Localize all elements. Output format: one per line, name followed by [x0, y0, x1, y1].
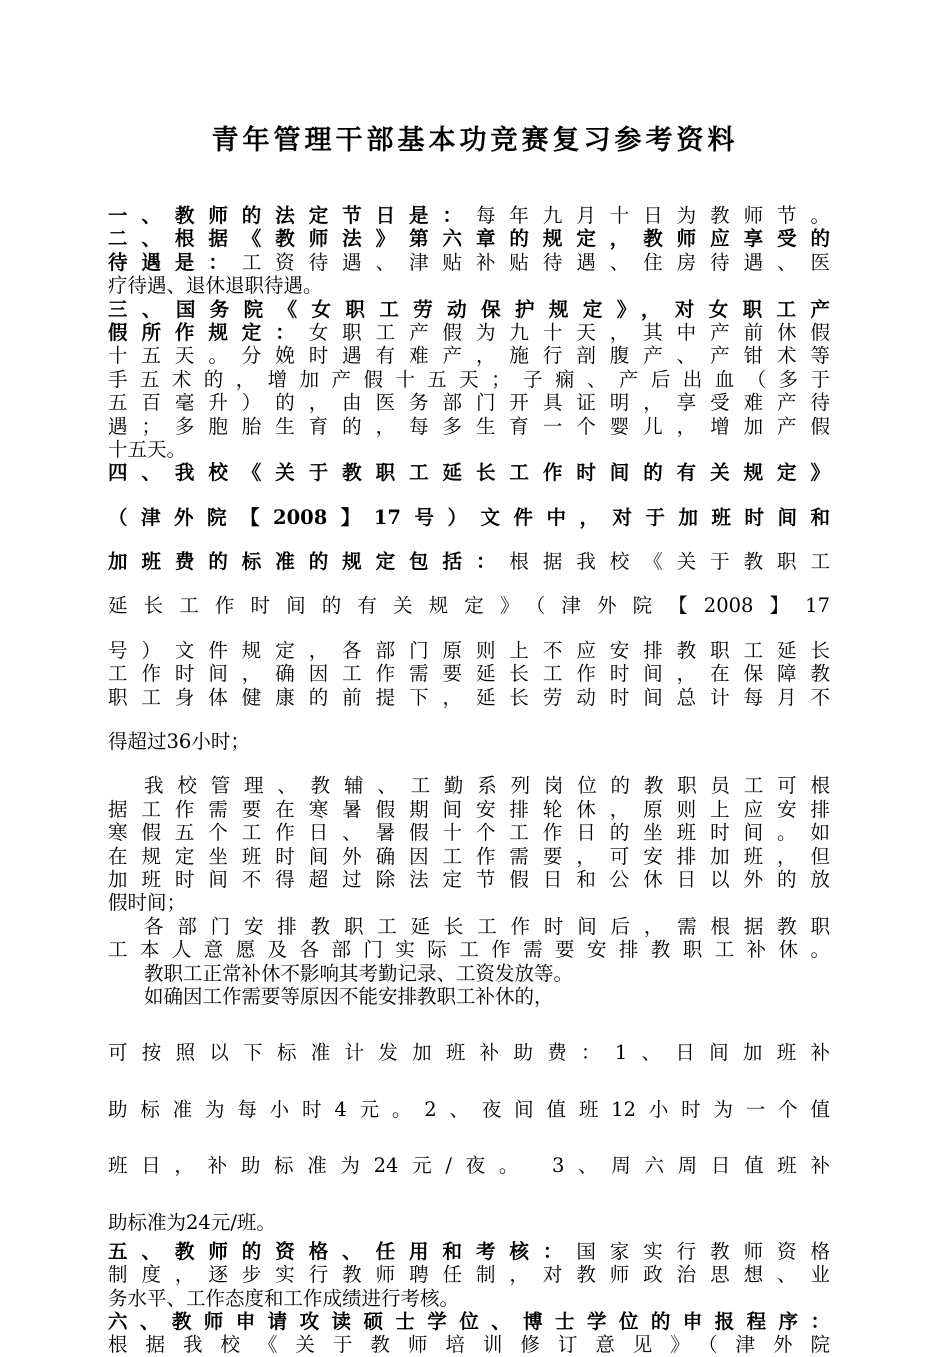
section-4-para-4-line-2: 可按照以下标准计发加班补助费：1、日间加班补 [108, 1041, 830, 1065]
section-4-heading-line-2: （津外院【2008】17号）文件中，对于加班时间和 [108, 505, 830, 529]
section-4-heading-line-1: 四、我校《关于教职工延长工作时间的有关规定》 [108, 461, 830, 485]
section-5-text-line-1: 国家实行教师资格 [576, 1239, 830, 1263]
section-3-text-line-2: 女职工产假为九十天，其中产前休假 [308, 320, 830, 344]
section-1-heading: 一、教师的法定节日是： [108, 204, 476, 227]
section-4-para-3-line-3: 教职工正常补休不影响其考勤记录、工资发放等。 [144, 961, 574, 985]
section-4-para-4-line-3: 助标准为每小时4元。2、夜间值班12小时为一个值 [108, 1097, 830, 1121]
section-3-heading-line-1: 三、国务院《女职工劳动保护规定》，对女职工产 [108, 297, 830, 321]
document-title: 青年管理干部基本功竞赛复习参考资料 [211, 125, 739, 156]
section-1 [108, 204, 830, 227]
section-2-heading-line-2: 待遇是： [108, 250, 242, 274]
section-4-text-line-3: 根据我校《关于教职工 [509, 550, 830, 574]
section-4-para-2-line-4: 在规定坐班时间外确因工作需要，可安排加班，但 [108, 844, 830, 868]
section-5-line-1 [108, 1240, 830, 1263]
section-4-para-2-line-6: 假时间； [108, 891, 187, 915]
section-6-heading: 六、教师申请攻读硕士学位、博士学位的申报程序： [108, 1310, 830, 1334]
section-4-para-2-line-5: 加班时间不得超过除法定节假日和公休日以外的放 [108, 867, 830, 891]
section-6-text-line-2: 根据我校《关于教师培训修订意见》（津外院 [108, 1333, 830, 1357]
section-2-text-line-2: 工资待遇、津贴补贴待遇、住房待遇、医 [241, 250, 830, 274]
section-4-text-line-5: 号）文件规定，各部门原则上不应安排教职工延长 [108, 638, 830, 662]
section-3-line-2 [108, 321, 830, 344]
document-body [108, 204, 830, 1357]
section-4-para-4-line-4: 班日，补助标准为24元/夜。 3、周六周日值班补 [108, 1154, 830, 1178]
section-1-text: 每年九月十日为教师节。 [475, 204, 830, 227]
section-2-text-line-3: 疗待遇、退休退职待遇。 [108, 274, 323, 298]
section-4-para-2-line-3: 寒假五个工作日、暑假十个工作日的坐班时间。如 [108, 821, 830, 845]
section-4-para-2-line-2: 据工作需要在寒暑假期间安排轮休，原则上应安排 [108, 797, 830, 821]
section-4-heading-line-3: 加班费的标准的规定包括： [108, 550, 510, 574]
section-4-para-2-line-1: 我校管理、教辅、工勤系列岗位的教职员工可根 [144, 774, 830, 798]
section-5-text-line-3: 务水平、工作态度和工作成绩进行考核。 [108, 1286, 460, 1310]
section-3-text-line-7: 十五天。 [108, 437, 187, 461]
section-3-text-line-6: 遇；多胞胎生育的，每多生育一个婴儿，增加产假 [108, 414, 830, 438]
section-5-text-line-2: 制度，逐步实行教师聘任制，对教师政治思想、业 [108, 1263, 830, 1287]
section-4-para-3-line-2: 工本人意愿及各部门实际工作需要安排教职工补休。 [108, 938, 830, 962]
section-3-text-line-5: 五百毫升）的，由医务部门开具证明，享受难产待 [108, 391, 830, 415]
section-3-text-line-4: 手五术的，增加产假十五天；子痫、产后出血（多于 [108, 367, 830, 391]
section-4-para-3-line-1: 各部门安排教职工延长工作时间后，需根据教职 [144, 914, 830, 938]
section-4-text-line-8: 得超过36小时； [108, 730, 250, 754]
section-4-para-4-line-1: 如确因工作需要等原因不能安排教职工补休的， [144, 984, 554, 1008]
section-4-text-line-6: 工作时间，确因工作需要延长工作时间，在保障教 [108, 662, 830, 686]
section-4-para-4-line-5: 助标准为24元/班。 [108, 1210, 276, 1234]
section-3-text-line-3: 十五天。分娩时遇有难产，施行剖腹产、产钳术等 [108, 344, 830, 368]
section-4-text-line-7: 职工身体健康的前提下，延长劳动时间总计每月不 [108, 685, 830, 709]
section-4-line-3 [108, 550, 830, 573]
section-3-heading-line-2: 假所作规定： [108, 320, 309, 344]
section-4-text-line-4: 延长工作时间的有关规定》（津外院【2008】17 [108, 594, 830, 618]
section-5-heading: 五、教师的资格、任用和考核： [108, 1239, 577, 1263]
section-2-line-2 [108, 251, 830, 274]
section-2-heading-line-1: 二、根据《教师法》第六章的规定，教师应享受的 [108, 227, 830, 251]
